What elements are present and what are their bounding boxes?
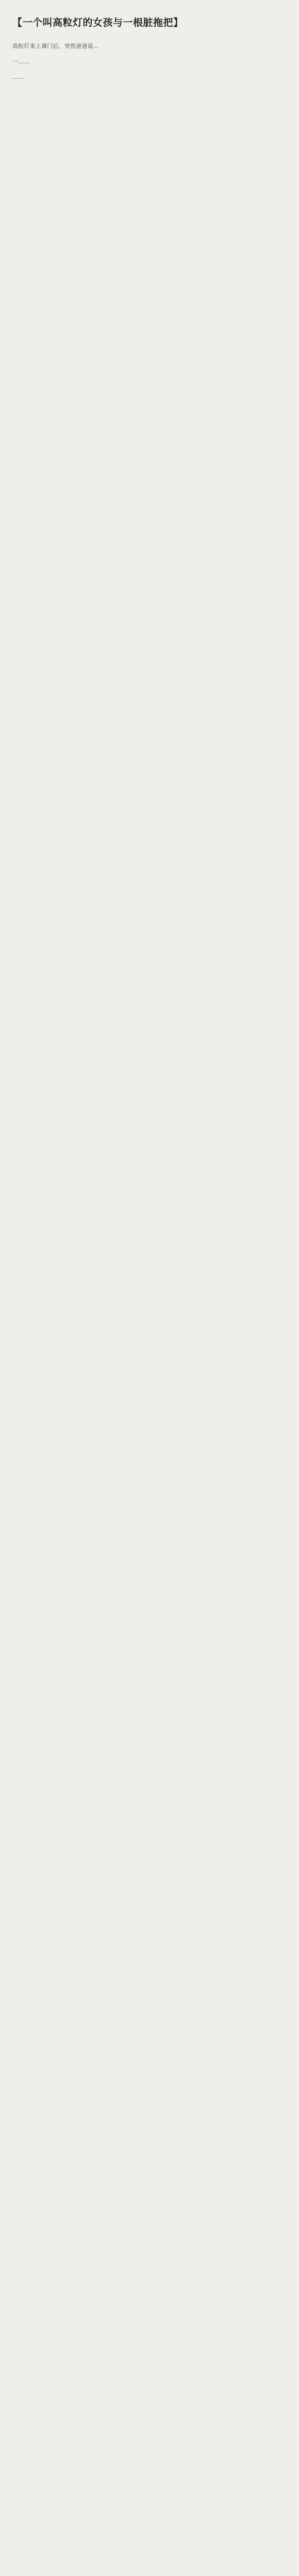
article-paragraph: …… xyxy=(12,74,24,80)
article-paragraph: 高粒灯来上课门后，突然爸爸说… xyxy=(12,43,99,49)
article-body xyxy=(12,41,287,82)
article-title: 【一个叫高粒灯的女孩与一根脏拖把】 xyxy=(12,17,184,28)
title-block xyxy=(12,0,287,36)
article-paragraph: 一…… xyxy=(12,58,30,65)
